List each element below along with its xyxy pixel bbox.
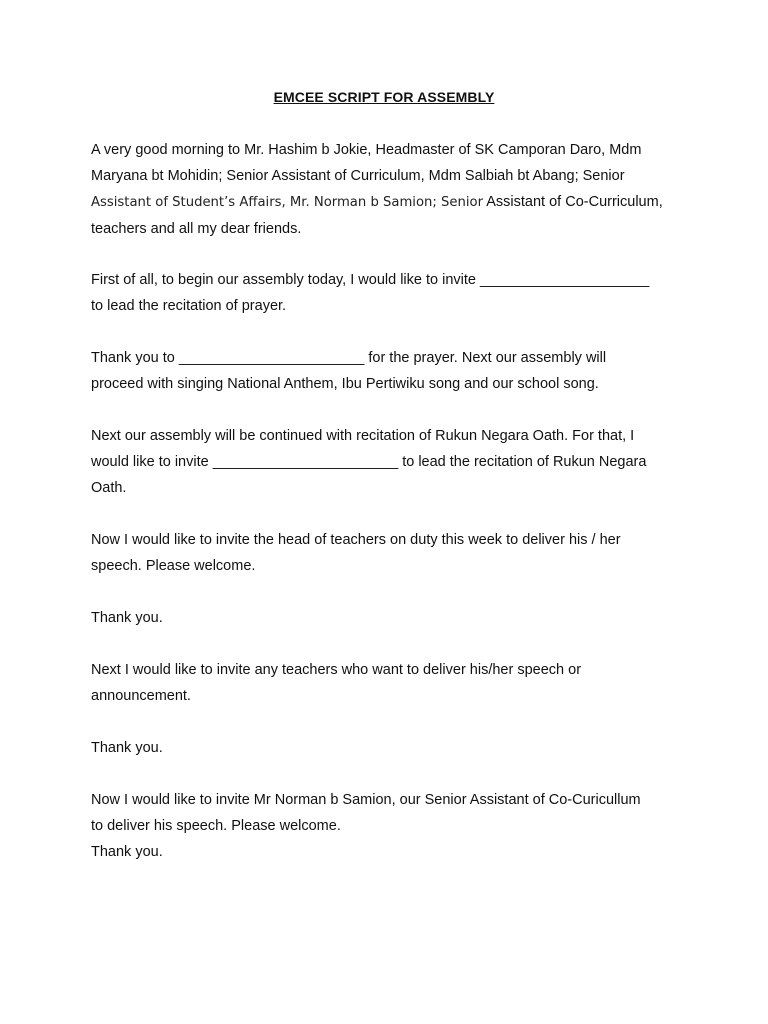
text-line: speech. Please welcome. <box>91 558 256 574</box>
text-line <box>91 189 691 216</box>
text-line: proceed with singing National Anthem, Ibu Pertiwiku song and our school song. <box>91 376 599 392</box>
rukun-negara-paragraph <box>91 423 691 501</box>
senior-assistant-paragraph <box>91 787 691 865</box>
document-title: EMCEE SCRIPT FOR ASSEMBLY <box>273 89 495 105</box>
prayer-invite-paragraph <box>91 267 691 319</box>
text-line: A very good morning to Mr. Hashim b Jokie, Headmaster of SK Camporan Daro, Mdm <box>91 142 642 158</box>
text-line: Thank you. <box>91 610 163 626</box>
text-line: First of all, to begin our assembly today, I would like to invite _____________________ <box>91 272 650 288</box>
text-line: Now I would like to invite Mr Norman b Samion, our Senior Assistant of Co-Curicullum <box>91 792 641 808</box>
text-line: to deliver his speech. Please welcome. <box>91 818 341 834</box>
text-line: Next our assembly will be continued with recitation of Rukun Negara Oath. For that, I <box>91 428 635 444</box>
duty-teacher-paragraph <box>91 527 691 579</box>
text-line: Oath. <box>91 480 127 496</box>
anthem-paragraph <box>91 345 691 397</box>
text-line: Thank you. <box>91 844 163 860</box>
text-line: Maryana bt Mohidin; Senior Assistant of Curriculum, Mdm Salbiah bt Abang; Senior <box>91 168 625 184</box>
teachers-announcement-paragraph <box>91 657 691 709</box>
text-line: to lead the recitation of prayer. <box>91 298 287 314</box>
text-line: Now I would like to invite the head of teachers on duty this week to deliver his / her <box>91 532 621 548</box>
text-line: would like to invite _______________________ to lead the recitation of Rukun Negara <box>91 454 647 470</box>
text-line: Thank you. <box>91 740 163 756</box>
text-segment: Assistant of Co-Curriculum, <box>483 194 663 210</box>
text-line: Next I would like to invite any teachers who want to deliver his/her speech or <box>91 662 582 678</box>
text-line: announcement. <box>91 688 191 704</box>
thank-you-paragraph <box>91 735 691 761</box>
thank-you-paragraph <box>91 605 691 631</box>
text-line: Thank you to _______________________ for the prayer. Next our assembly will <box>91 350 607 366</box>
text-segment: Assistant of Student’s Affairs, Mr. Norman b Samion; Senior <box>91 195 484 210</box>
text-line: teachers and all my dear friends. <box>91 221 302 237</box>
greeting-paragraph <box>91 137 691 242</box>
